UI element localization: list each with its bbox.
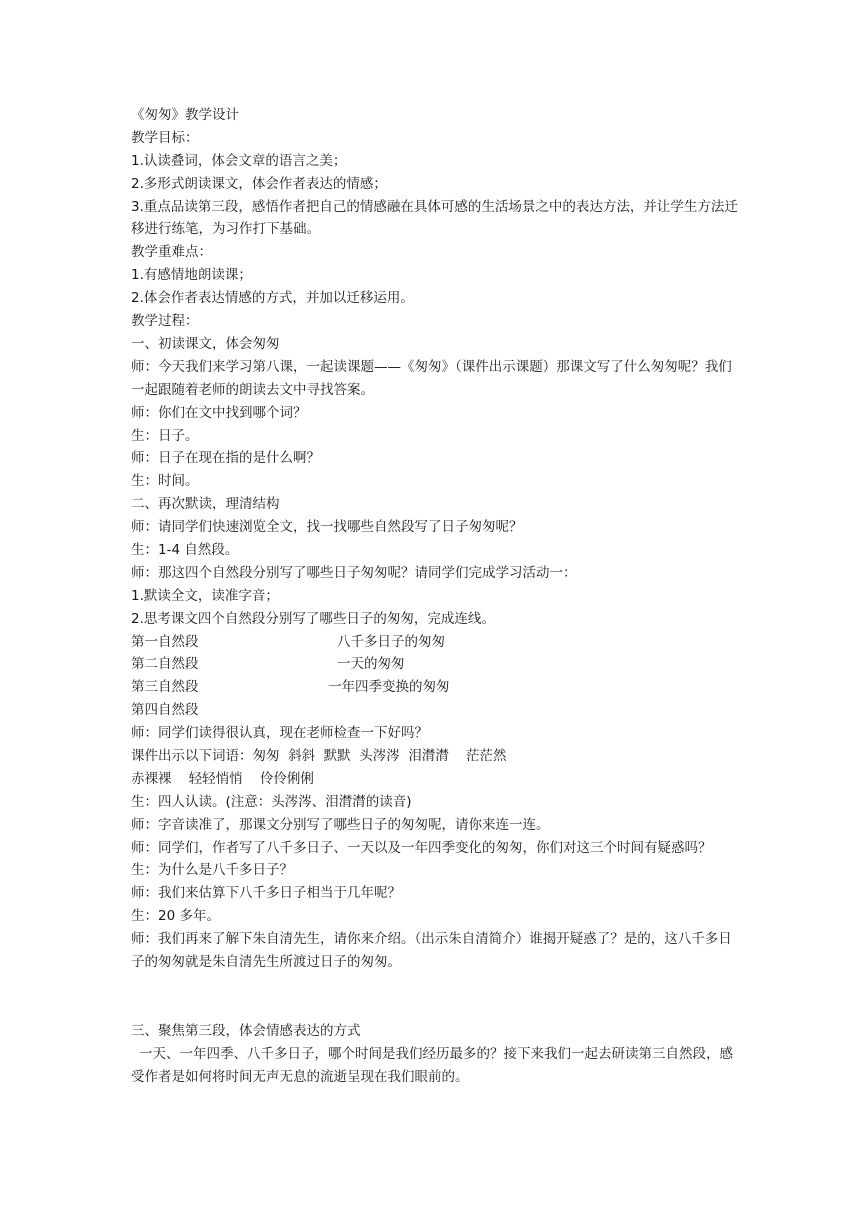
paragraph: 一天、一年四季、八千多日子，哪个时间是我们经历最多的？接下来我们一起去研读第三自然段，感受作者是如何将时间无声无息的流逝呈现在我们眼前的。 [131, 1045, 733, 1085]
match-row [131, 699, 741, 722]
match-row [131, 676, 741, 699]
paragraph: 师：我们来估算下八千多日子相当于几年呢？ [131, 885, 401, 902]
paragraph: 生：四人认读。(注意：头涔涔、泪潸潸的读音) [131, 793, 412, 810]
paragraph: 师：日子在现在指的是什么啊？ [131, 450, 320, 467]
goal-item: 2.多形式朗读课文，体会作者表达的情感； [131, 175, 387, 192]
section-2-heading: 二、再次默读，理清结构 [131, 496, 280, 513]
paragraph: 师：今天我们来学习第八课，一起读课题——《匆匆》（课件出示课题）那课文写了什么匆匆呢？我们一起跟随着老师的朗读去文中寻找答案。 [131, 358, 732, 398]
blank-space [131, 974, 741, 1020]
key-item: 2.体会作者表达情感的方式，并加以迁移运用。 [131, 290, 414, 307]
paragraph: 课件出示以下词语：匆匆 斜斜 默默 头涔涔 泪潸潸 茫茫然 [131, 748, 507, 764]
paragraph: 师：你们在文中找到哪个词？ [131, 404, 307, 421]
match-left: 第二自然段 [131, 656, 199, 673]
match-right: 一天的匆匆 [337, 656, 405, 673]
paragraph: 师：那这四个自然段分别写了哪些日子匆匆呢？请同学们完成学习活动一： [131, 564, 577, 581]
paragraph: 师：同学们，作者写了八千多日子、一天以及一年四季变化的匆匆，你们对这三个时间有疑惑吗？ [131, 839, 712, 856]
paragraph: 1.默读全文，读准字音； [131, 587, 279, 604]
paragraph: 师：字音读准了，那课文分别写了哪些日子的匆匆呢，请你来连一连。 [131, 816, 550, 833]
match-row [131, 653, 741, 676]
match-left: 第三自然段 [131, 679, 199, 696]
paragraph: 生：日子。 [131, 427, 199, 444]
paragraph: 生：为什么是八千多日子？ [131, 862, 293, 879]
goal-item: 1.认读叠词，体会文章的语言之美； [131, 152, 347, 169]
key-item: 1.有感情地朗读课； [131, 267, 252, 284]
paragraph: 生：1-4 自然段。 [131, 541, 239, 558]
match-right: 一年四季变换的匆匆 [328, 679, 450, 696]
goal-item: 3.重点品读第三段，感悟作者把自己的情感融在具体可感的生活场景之中的表达方法，并让学生方法迁移进行练笔，为习作打下基础。 [131, 198, 738, 238]
match-right: 八千多日子的匆匆 [337, 633, 445, 650]
paragraph: 生：20 多年。 [131, 908, 220, 925]
paragraph: 2.思考课文四个自然段分别写了哪些日子的匆匆，完成连线。 [131, 610, 495, 627]
paragraph: 生：时间。 [131, 473, 199, 490]
section-3-heading: 三、聚焦第三段，体会情感表达的方式 [131, 1022, 361, 1039]
section-1-heading: 一、初读课文，体会匆匆 [131, 335, 280, 352]
goals-heading: 教学目标： [131, 129, 199, 146]
process-heading: 教学过程： [131, 313, 199, 330]
key-heading: 教学重难点： [131, 244, 212, 261]
paragraph: 师：我们再来了解下朱自清先生，请你来介绍。（出示朱自清简介）谁揭开疑惑了？是的，这八千多日子的匆匆就是朱自清先生所渡过日子的匆匆。 [131, 931, 732, 971]
paragraph: 师：同学们读得很认真，现在老师检查一下好吗？ [131, 725, 428, 742]
paragraph: 师：请同学们快速浏览全文，找一找哪些自然段写了日子匆匆呢？ [131, 519, 523, 536]
match-left: 第四自然段 [131, 702, 199, 719]
match-row [131, 631, 741, 654]
document-title: 《匆匆》教学设计 [131, 107, 239, 123]
paragraph: 赤裸裸 轻轻悄悄 伶伶俐俐 [131, 770, 314, 787]
match-left: 第一自然段 [131, 633, 199, 650]
document-body [131, 104, 741, 1089]
